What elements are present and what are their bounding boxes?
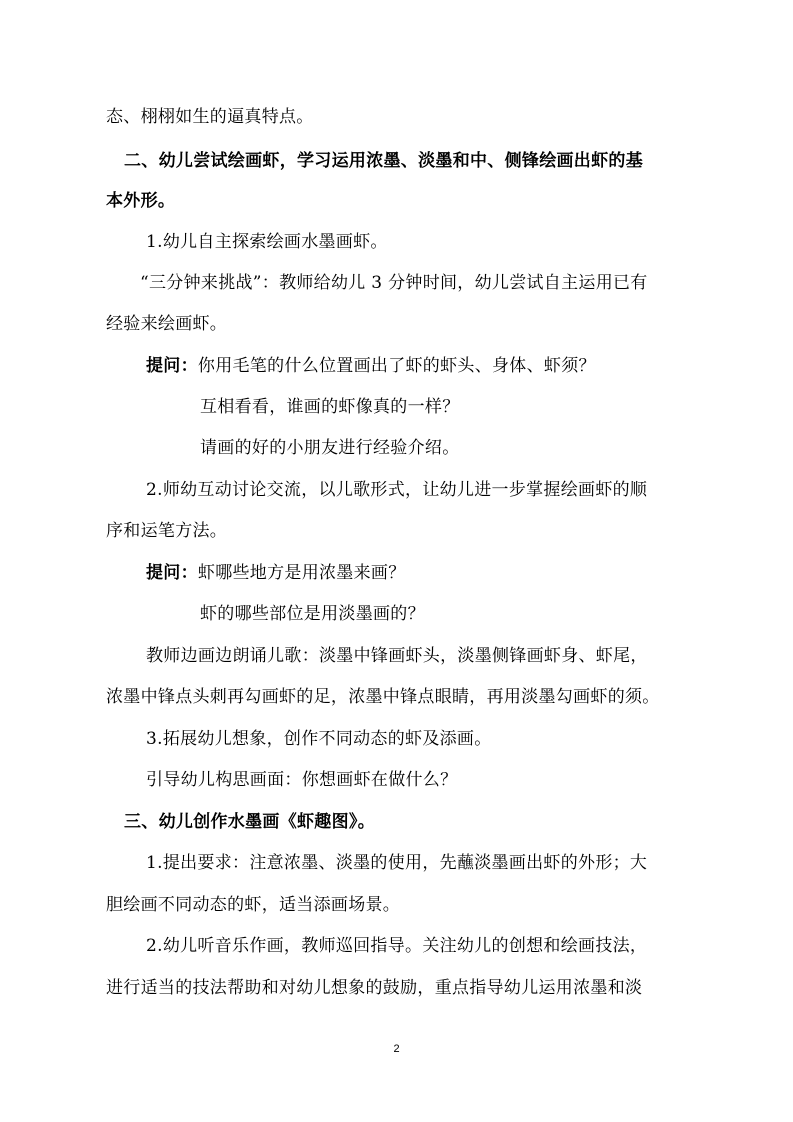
section-heading-continued: 本外形。 bbox=[106, 191, 176, 211]
text-line: 教师边画边朗诵儿歌：淡墨中锋画虾头，淡墨侧锋画虾身、虾尾， bbox=[146, 646, 648, 666]
section-heading: 三、幼儿创作水墨画《虾趣图》。 bbox=[124, 812, 375, 832]
question-label: 提问： bbox=[146, 563, 198, 583]
question-text: 虾哪些地方是用浓墨来画？ bbox=[197, 563, 406, 583]
text-line: 1.幼儿自主探索绘画水墨画虾。 bbox=[146, 232, 388, 252]
text-line: 虾的哪些部位是用淡墨画的？ bbox=[200, 604, 425, 624]
question-line bbox=[146, 562, 406, 584]
section-heading: 二、幼儿尝试绘画虾，学习运用浓墨、淡墨和中、侧锋绘画出虾的基 bbox=[124, 151, 643, 171]
text-line: 2.幼儿听音乐作画，教师巡回指导。关注幼儿的创想和绘画技法， bbox=[146, 936, 648, 956]
text-line: 2.师幼互动讨论交流，以儿歌形式，让幼儿进一步掌握绘画虾的顺 bbox=[146, 480, 648, 500]
text-line: 进行适当的技法帮助和对幼儿想象的鼓励，重点指导幼儿运用浓墨和淡 bbox=[106, 978, 643, 998]
text-line: 经验来绘画虾。 bbox=[106, 314, 228, 334]
text-line: 引导幼儿构思画面：你想画虾在做什么？ bbox=[146, 770, 458, 790]
page-number: 2 bbox=[393, 1043, 400, 1055]
text-line: 1.提出要求：注意浓墨、淡墨的使用，先蘸淡墨画出虾的外形；大 bbox=[146, 853, 648, 873]
text-line: “三分钟来挑战”：教师给幼儿 3 分钟时间，幼儿尝试自主运用已有 bbox=[140, 273, 648, 293]
question-line bbox=[146, 355, 596, 377]
text-line: 浓墨中锋点头刺再勾画虾的足，浓墨中锋点眼睛，再用淡墨勾画虾的须。 bbox=[106, 687, 660, 707]
text-line: 态、栩栩如生的逼真特点。 bbox=[106, 107, 314, 127]
text-line: 胆绘画不同动态的虾，适当添画场景。 bbox=[106, 895, 401, 915]
text-line: 互相看看，谁画的虾像真的一样？ bbox=[200, 397, 460, 417]
text-line: 序和运笔方法。 bbox=[106, 521, 228, 541]
question-text: 你用毛笔的什么位置画出了虾的虾头、身体、虾须？ bbox=[197, 356, 596, 376]
text-line: 3.拓展幼儿想象，创作不同动态的虾及添画。 bbox=[146, 729, 492, 749]
question-label: 提问： bbox=[146, 356, 198, 376]
text-line: 请画的好的小朋友进行经验介绍。 bbox=[200, 438, 460, 458]
